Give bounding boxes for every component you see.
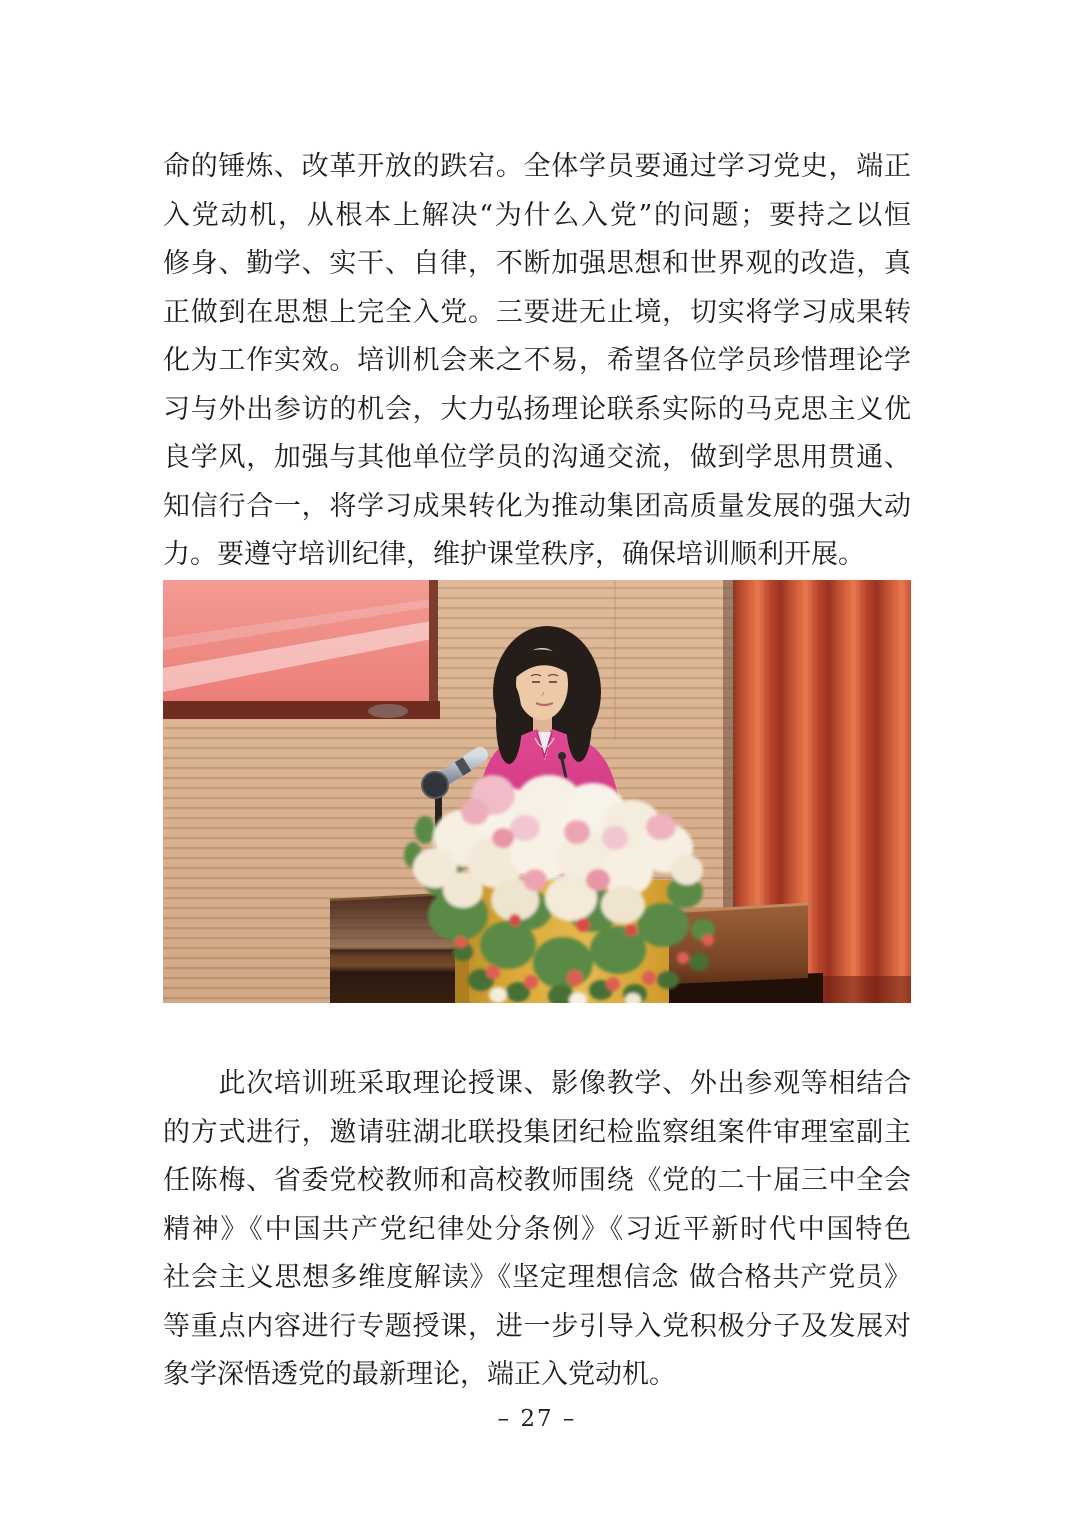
text-line: 入党动机，从根本上解决“为什么入党”的问题；要持之以恒 [163, 199, 911, 231]
speech-photo [163, 580, 911, 1003]
text-line: 修身、勤学、实干、自律，不断加强思想和世界观的改造，真 [163, 248, 911, 279]
text-line: 等重点内容进行专题授课，进一步引导入党积极分子及发展对 [163, 1310, 911, 1342]
text-line: 知信行合一，将学习成果转化为推动集团高质量发展的强大动 [163, 490, 911, 522]
paragraph-2 [163, 1060, 911, 1400]
text-line: 象学深悟透党的最新理论，端正入党动机。 [163, 1359, 676, 1390]
text-line: 力。要遵守培训纪律，维护课堂秩序，确保培训顺利开展。 [163, 539, 865, 570]
text-line: 化为工作实效。培训机会来之不易，希望各位学员珍惜理论学 [163, 345, 911, 376]
projection-screen [163, 580, 440, 719]
page-number: – 27 – [497, 1406, 577, 1432]
text-line: 精神》《中国共产党纪律处分条例》《习近平新时代中国特色 [163, 1213, 911, 1245]
text-line: 习与外出参访的机会，大力弘扬理论联系实际的马克思主义优 [163, 393, 911, 425]
text-line: 此次培训班采取理论授课、影像教学、外出参观等相结合 [163, 1068, 911, 1099]
paragraph-1 [163, 143, 911, 580]
speech-photo-graphic [163, 580, 911, 1003]
text-line: 正做到在思想上完全入党。三要进无止境，切实将学习成果转 [163, 296, 911, 328]
text-line: 社会主义思想多维度解读》《坚定理想信念 做合格共产党员》 [163, 1262, 911, 1293]
right-desk [669, 904, 823, 1003]
text-line: 命的锤炼、改革开放的跌宕。全体学员要通过学习党史，端正 [163, 151, 911, 182]
text-line: 的方式进行，邀请驻湖北联投集团纪检监察组案件审理室副主 [163, 1116, 911, 1148]
text-line: 良学风，加强与其他单位学员的沟通交流，做到学思用贯通、 [163, 442, 911, 473]
text-line: 任陈梅、省委党校教师和高校教师围绕《党的二十届三中全会 [163, 1165, 911, 1196]
